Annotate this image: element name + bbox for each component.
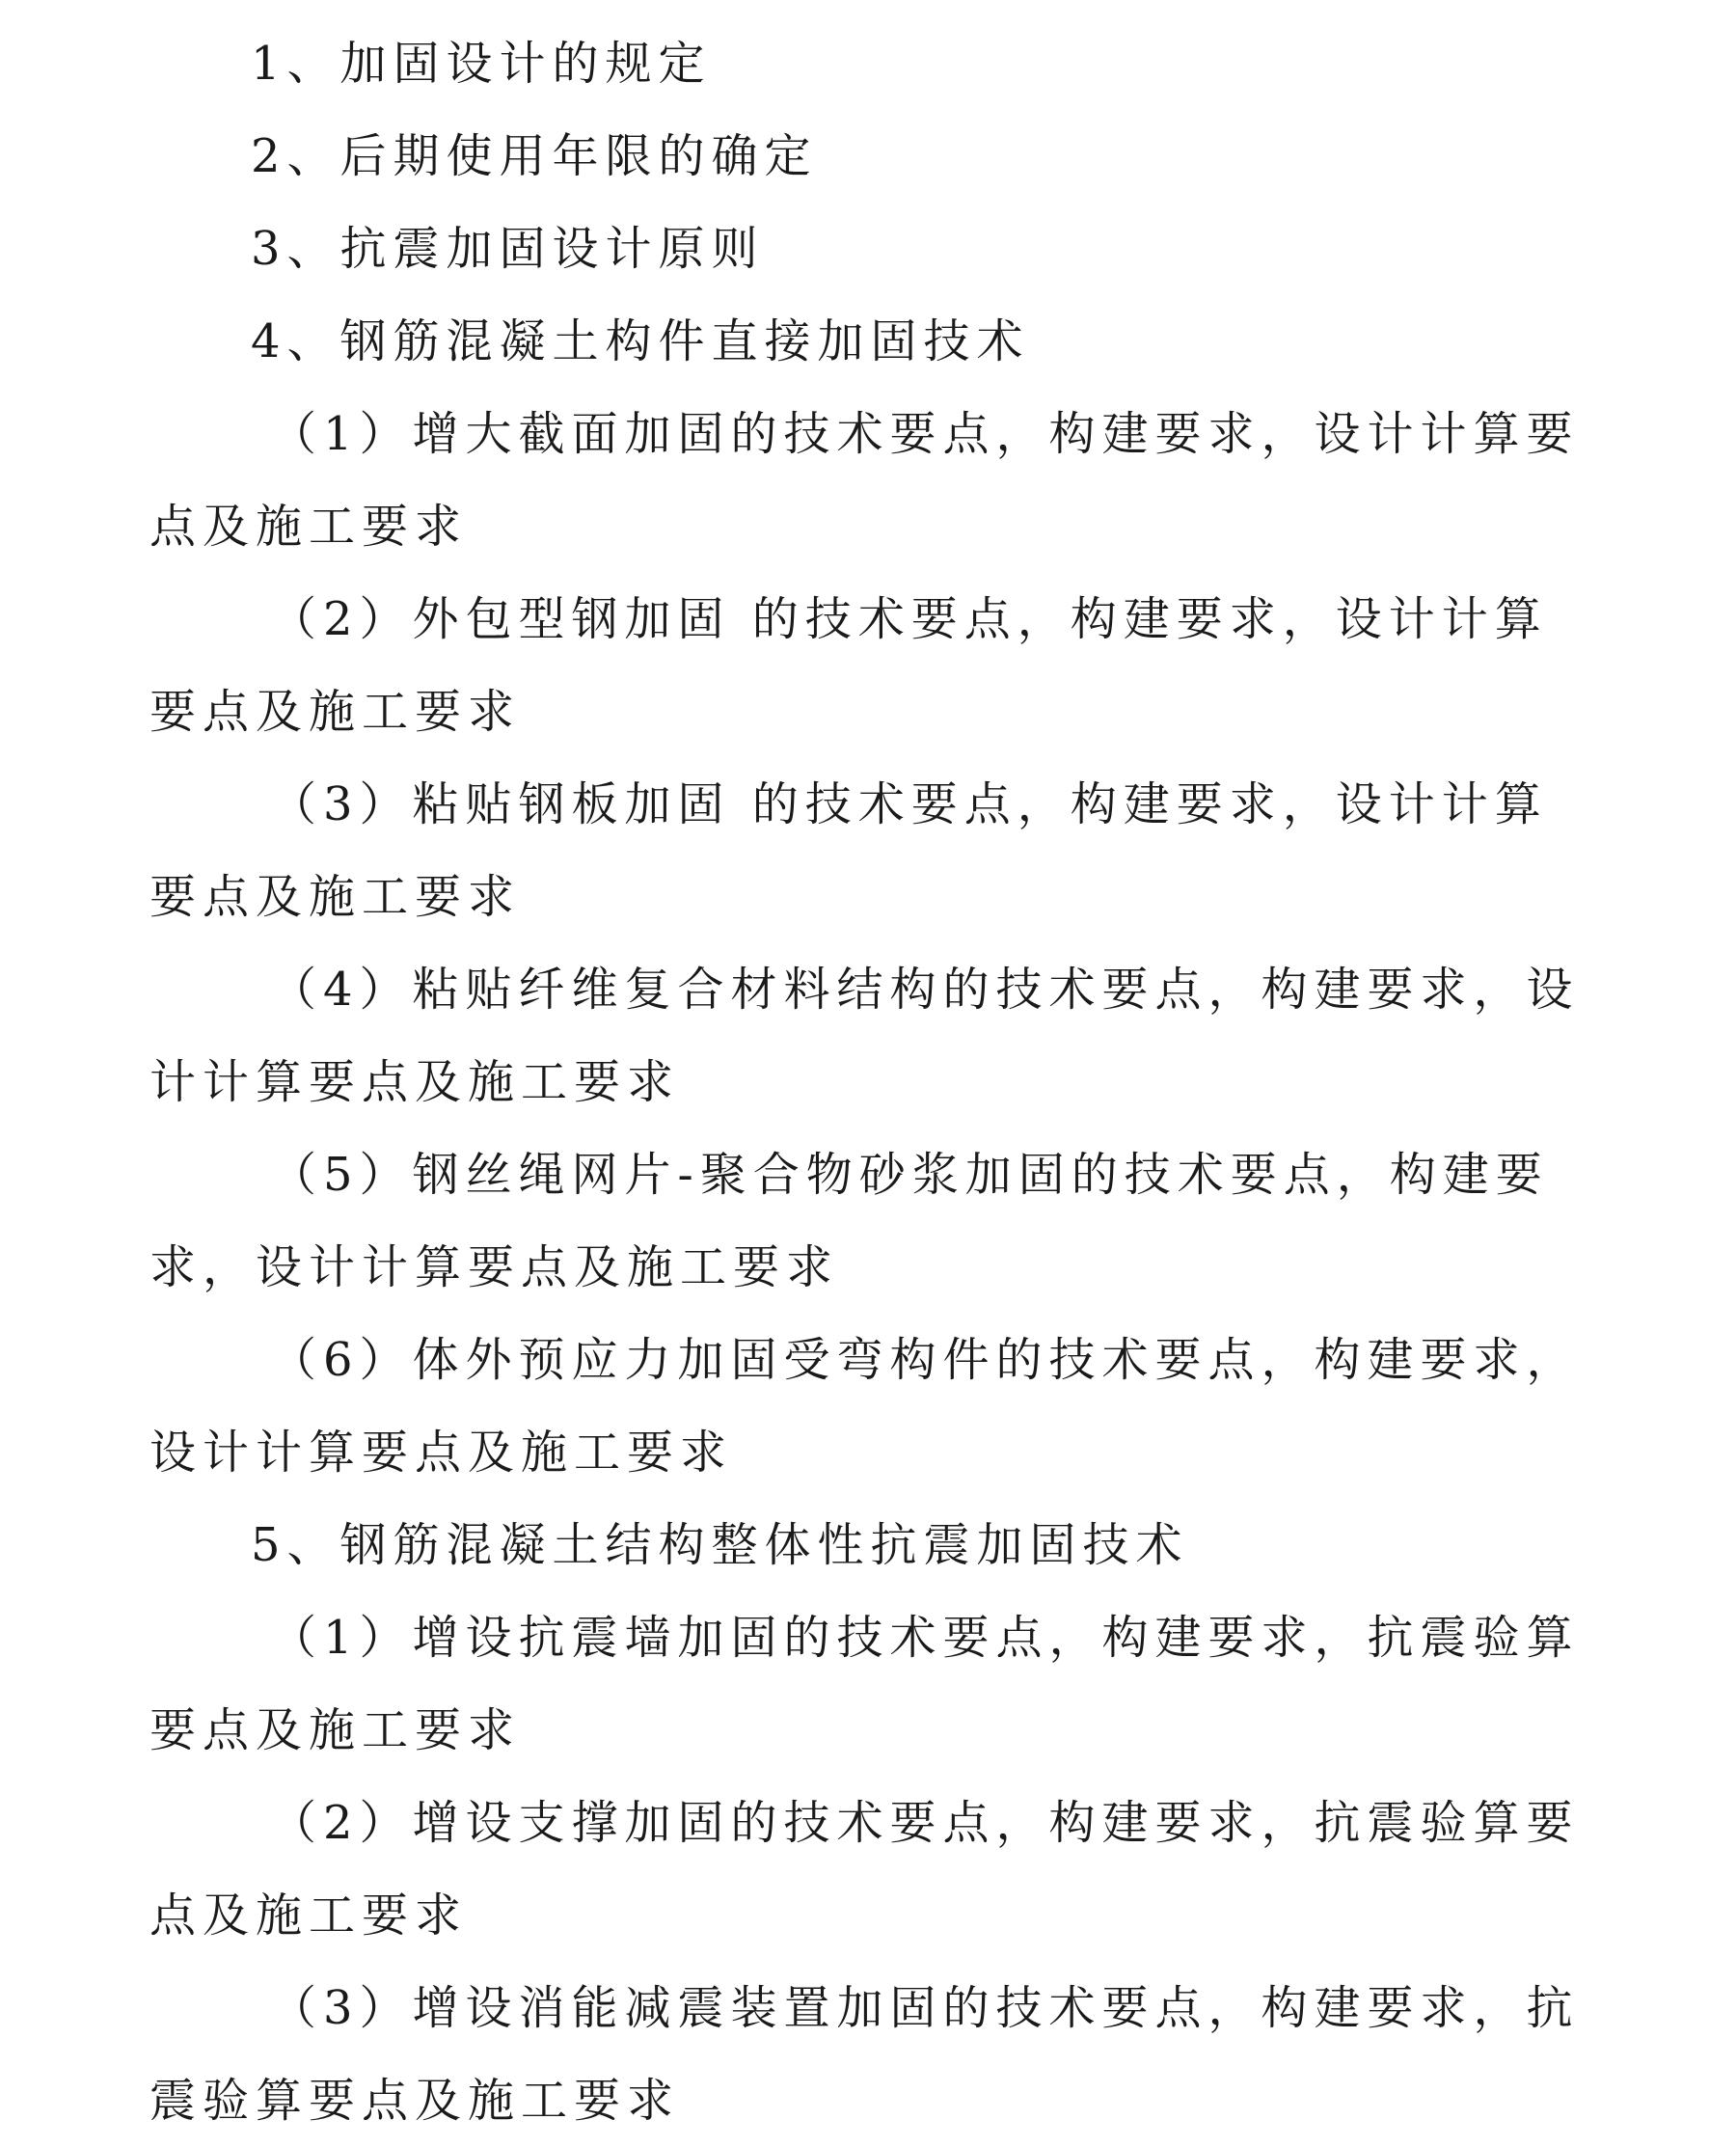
list-item: （2）增设支撑加固的技术要点，构建要求，抗震验算要点及施工要求 xyxy=(149,1796,1580,1943)
list-item: （1）增设抗震墙加固的技术要点，构建要求，抗震验算要点及施工要求 xyxy=(149,1611,1580,1757)
list-item: （6）体外预应力加固受弯构件的技术要点，构建要求，设计计算要点及施工要求 xyxy=(149,1333,1580,1480)
list-item: （4）粘贴纤维复合材料结构的技术要点，构建要求，设计计算要点及施工要求 xyxy=(149,963,1580,1109)
list-item: 2、后期使用年限的确定 xyxy=(251,129,818,183)
list-item: （2）外包型钢加固 的技术要点，构建要求，设计计算要点及施工要求 xyxy=(149,592,1548,739)
document-body xyxy=(149,17,1596,2147)
list-item: 3、抗震加固设计原则 xyxy=(251,222,765,276)
list-item: 4、钢筋混凝土构件直接加固技术 xyxy=(251,314,1030,368)
list-item: （1）增大截面加固的技术要点，构建要求，设计计算要点及施工要求 xyxy=(149,407,1580,554)
list-item: （3）增设消能减震装置加固的技术要点，构建要求，抗震验算要点及施工要求 xyxy=(149,1981,1580,2128)
list-item: 1、加固设计的规定 xyxy=(251,37,712,91)
list-item: （5）钢丝绳网片-聚合物砂浆加固的技术要点，构建要求，设计计算要点及施工要求 xyxy=(149,1148,1549,1294)
list-item: （3）粘贴钢板加固 的技术要点，构建要求，设计计算要点及施工要求 xyxy=(149,777,1548,924)
list-item: 5、钢筋混凝土结构整体性抗震加固技术 xyxy=(251,1518,1189,1572)
